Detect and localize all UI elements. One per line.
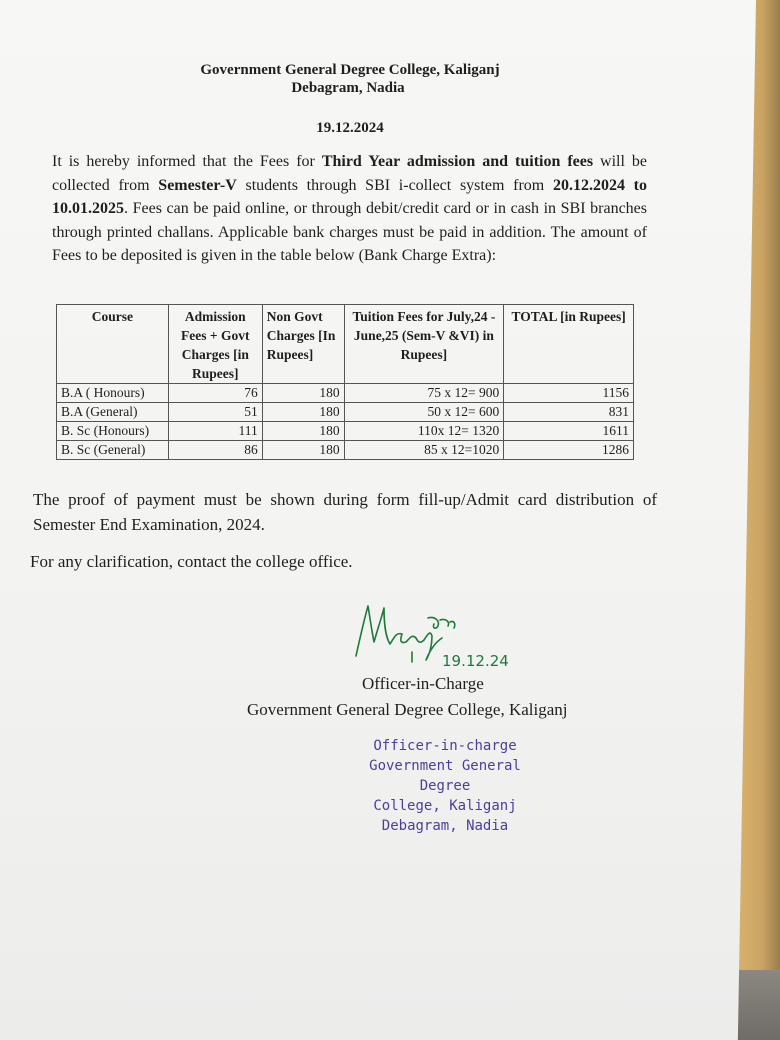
cell-nongovt: 180 — [262, 403, 344, 422]
cell-admission: 76 — [168, 384, 262, 403]
cell-total: 831 — [504, 403, 634, 422]
signature-date: 19.12.24 — [442, 652, 509, 670]
header-admission-fees: Admission Fees + Govt Charges [in Rupees] — [168, 305, 262, 384]
table-row — [57, 422, 634, 441]
cell-tuition: 50 x 12= 600 — [344, 403, 504, 422]
header-course: Course — [57, 305, 169, 384]
para-bold-dates: 20.12.2024 to 10.01.2025 — [52, 176, 648, 217]
official-stamp — [340, 736, 550, 836]
cell-admission: 51 — [168, 403, 262, 422]
cell-nongovt: 180 — [262, 384, 344, 403]
clarification-text: For any clarification, contact the college office. — [30, 552, 353, 571]
signatory-title: Officer-in-Charge — [362, 674, 484, 693]
fees-table — [56, 304, 634, 460]
college-location-heading: Debagram, Nadia — [291, 80, 405, 96]
para-text-3: students through SBI i-collect system from — [236, 176, 553, 194]
cell-course: B.A ( Honours) — [57, 384, 169, 403]
cell-total: 1611 — [504, 422, 634, 441]
notice-paragraph — [52, 150, 647, 268]
header-total: TOTAL [in Rupees] — [504, 305, 634, 384]
signatory-institution: Government General Degree College, Kaliganj — [247, 700, 568, 719]
para-bold-fees: Third Year admission and tuition fees — [321, 153, 594, 170]
stamp-line-4: Debagram, Nadia — [381, 818, 509, 834]
cell-admission: 86 — [168, 441, 262, 460]
handwritten-signature — [350, 598, 530, 670]
proof-of-payment-text: The proof of payment must be shown during form fill-up/Admit card distribution of Semester End Examination, 2024. — [33, 490, 657, 534]
para-bold-semester: Semester-V — [158, 176, 237, 194]
stamp-line-3: College, Kaliganj — [373, 798, 517, 814]
cell-total: 1156 — [504, 384, 634, 403]
cell-admission: 111 — [168, 422, 262, 441]
table-row — [57, 441, 634, 460]
cell-course: B. Sc (Honours) — [57, 422, 169, 441]
table-row — [57, 384, 634, 403]
para-text-1: It is hereby informed that the Fees for — [52, 153, 322, 170]
table-header-row — [57, 305, 634, 384]
stamp-line-1: Officer-in-charge — [373, 738, 517, 754]
cell-nongovt: 180 — [262, 422, 344, 441]
header-tuition-fees: Tuition Fees for July,24 - June,25 (Sem-V &VI) in Rupees] — [344, 305, 504, 384]
cell-course: B.A (General) — [57, 403, 169, 422]
cell-tuition: 85 x 12=1020 — [344, 441, 504, 460]
cell-tuition: 110x 12= 1320 — [344, 422, 504, 441]
college-name-heading: Government General Degree College, Kaliganj — [200, 62, 500, 78]
para-text-4: . Fees can be paid online, or through debit/credit card or in cash in SBI branches through printed challans. Applicable bank charges must be paid in addition. The amount of Fees to be deposited is given in the table below (Bank Charge Extra): — [52, 200, 647, 264]
notice-date: 19.12.2024 — [316, 120, 384, 136]
cell-course: B. Sc (General) — [57, 441, 169, 460]
cell-tuition: 75 x 12= 900 — [344, 384, 504, 403]
cell-nongovt: 180 — [262, 441, 344, 460]
cell-total: 1286 — [504, 441, 634, 460]
para-text-2: will be collected from — [52, 153, 648, 194]
stamp-line-2: Government General Degree — [369, 758, 521, 794]
table-row — [57, 403, 634, 422]
header-non-govt-charges: Non Govt Charges [In Rupees] — [262, 305, 344, 384]
